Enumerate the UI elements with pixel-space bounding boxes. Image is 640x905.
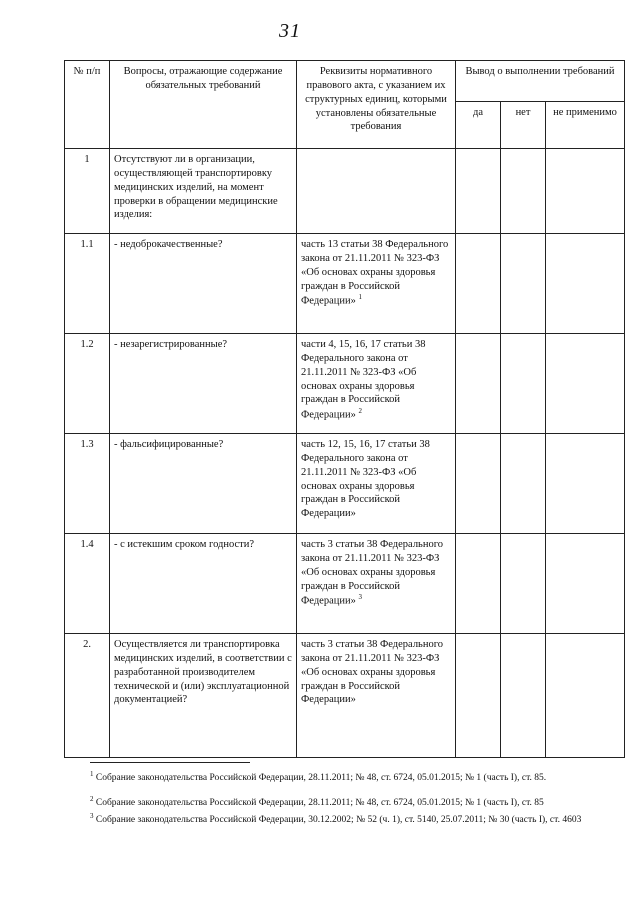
table-row bbox=[65, 334, 625, 434]
row-question: - недоброкачественные? bbox=[110, 234, 297, 334]
cell-na bbox=[546, 334, 625, 434]
cell-yes bbox=[456, 149, 501, 234]
row-requisite: часть 3 статьи 38 Федерального закона от 21.11.2011 № 323-ФЗ «Об основах охраны здоровья граждан в Российской Федерации» bbox=[297, 634, 456, 758]
row-number: 1 bbox=[65, 149, 110, 234]
cell-yes bbox=[456, 234, 501, 334]
cell-no bbox=[501, 149, 546, 234]
footnote bbox=[90, 812, 610, 827]
cell-na bbox=[546, 234, 625, 334]
row-number: 1.3 bbox=[65, 434, 110, 534]
row-requisite: часть 3 статьи 38 Федерального закона от 21.11.2011 № 323-ФЗ «Об основах охраны здоровья граждан в Российской Федерации» $^3$ bbox=[297, 534, 456, 634]
header-questions: Вопросы, отражающие содержание обязательных требований bbox=[110, 61, 297, 149]
cell-no bbox=[501, 234, 546, 334]
footnote-text: Собрание законодательства Российской Федерации, 30.12.2002; № 52 (ч. 1), ст. 5140, 25.07.2011; № 30 (часть I), ст. 4603 bbox=[95, 815, 582, 826]
table-row bbox=[65, 434, 625, 534]
table-row bbox=[65, 534, 625, 634]
cell-no bbox=[501, 534, 546, 634]
footnote-ref: 3 bbox=[358, 593, 362, 602]
cell-na bbox=[546, 434, 625, 534]
cell-yes bbox=[456, 334, 501, 434]
row-number: 2. bbox=[65, 634, 110, 758]
row-requisite: часть 12, 15, 16, 17 статьи 38 Федерального закона от 21.11.2011 № 323-ФЗ «Об основах охраны здоровья граждан в Российской Федерации» bbox=[297, 434, 456, 534]
requirements-table bbox=[64, 60, 625, 758]
row-question: - фальсифицированные? bbox=[110, 434, 297, 534]
table-row bbox=[65, 634, 625, 758]
row-question: - незарегистрированные? bbox=[110, 334, 297, 434]
cell-na bbox=[546, 534, 625, 634]
cell-no bbox=[501, 334, 546, 434]
table-row bbox=[65, 149, 625, 234]
header-row bbox=[65, 61, 625, 102]
header-requisites: Реквизиты нормативного правового акта, с указанием их структурных единиц, которыми установлены обязательные требования bbox=[297, 61, 456, 149]
row-question: - с истекшим сроком годности? bbox=[110, 534, 297, 634]
row-requisite: часть 13 статьи 38 Федерального закона от 21.11.2011 № 323-ФЗ «Об основах охраны здоровья граждан в Российской Федерации» $^1$ bbox=[297, 234, 456, 334]
header-no: нет bbox=[501, 102, 546, 149]
header-na: не применимо bbox=[546, 102, 625, 149]
row-number: 1.2 bbox=[65, 334, 110, 434]
cell-na bbox=[546, 149, 625, 234]
footnote-divider bbox=[90, 762, 250, 763]
cell-yes bbox=[456, 534, 501, 634]
footnote-text: Собрание законодательства Российской Федерации, 28.11.2011; № 48, ст. 6724, 05.01.2015; № 1 (часть I), ст. 85 bbox=[95, 798, 544, 809]
row-requisite bbox=[297, 149, 456, 234]
row-number: 1.4 bbox=[65, 534, 110, 634]
row-requisite: части 4, 15, 16, 17 статьи 38 Федерального закона от 21.11.2011 № 323-ФЗ «Об основах охраны здоровья граждан в Российской Федерации» $^2$ bbox=[297, 334, 456, 434]
row-number: 1.1 bbox=[65, 234, 110, 334]
footnote bbox=[90, 770, 610, 785]
footnote-ref: 1 bbox=[358, 293, 362, 302]
header-num: № п/п bbox=[65, 61, 110, 149]
row-question: Осуществляется ли транспортировка медицинских изделий, в соответствии с разработанной производителем технической и (или) эксплуатационной документацией? bbox=[110, 634, 297, 758]
footnote-mark: 2 bbox=[90, 794, 94, 803]
footnote-text: Собрание законодательства Российской Федерации, 28.11.2011; № 48, ст. 6724, 05.01.2015; № 1 (часть I), ст. 85. bbox=[95, 773, 547, 784]
header-conclusion: Вывод о выполнении требований bbox=[456, 61, 625, 102]
cell-no bbox=[501, 434, 546, 534]
table-row bbox=[65, 234, 625, 334]
footnotes bbox=[90, 770, 610, 837]
page-number: 31 bbox=[279, 20, 301, 42]
footnote bbox=[90, 795, 610, 810]
cell-yes bbox=[456, 434, 501, 534]
cell-no bbox=[501, 634, 546, 758]
footnote-mark: 1 bbox=[90, 770, 94, 778]
cell-yes bbox=[456, 634, 501, 758]
cell-na bbox=[546, 634, 625, 758]
row-question: Отсутствуют ли в организации, осуществляющей транспортировку медицинских изделий, на момент проверки в обращении медицинские изделия: bbox=[110, 149, 297, 234]
footnote-ref: 2 bbox=[358, 407, 362, 416]
footnote-mark: 3 bbox=[90, 811, 94, 820]
header-yes: да bbox=[456, 102, 501, 149]
